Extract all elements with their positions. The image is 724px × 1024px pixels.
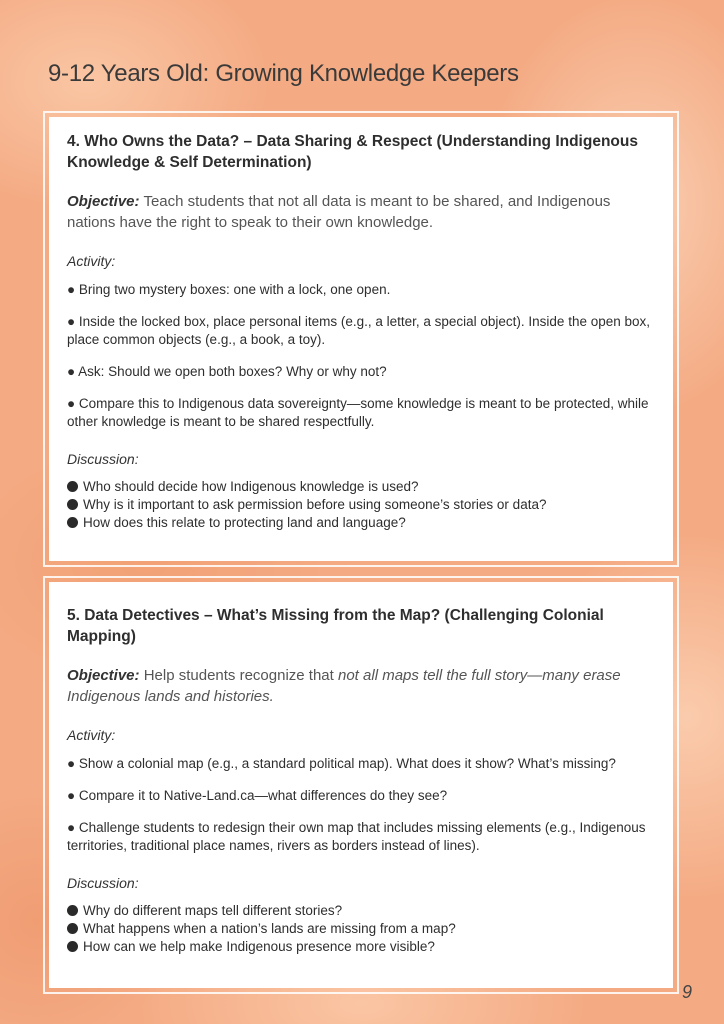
- objective-label: Objective:: [67, 667, 140, 684]
- activity-step: [67, 395, 653, 431]
- objective-label: Objective:: [67, 193, 140, 210]
- activity-label: Activity:: [67, 727, 116, 743]
- discussion-list: [67, 902, 653, 956]
- objective-text: Teach students that not all data is meant to be shared, and Indigenous nations have the right to speak to their own knowledge.: [67, 193, 611, 231]
- activity-step: [67, 281, 653, 299]
- discussion-list: [67, 478, 653, 532]
- activity-step-text: Inside the locked box, place personal items (e.g., a letter, a special object). Inside the open box, place common objects (e.g., a book, a toy).: [67, 314, 651, 347]
- activity-title: 5. Data Detectives – What’s Missing from the Map? (Challenging Colonial Mapping): [67, 607, 604, 645]
- discussion-question: [67, 902, 653, 920]
- objective-emphasis: not all maps tell the full story—many erase Indigenous lands and histories.: [67, 667, 621, 705]
- activity-step-text: Show a colonial map (e.g., a standard political map). What does it show? What’s missing?: [78, 756, 616, 771]
- bullet-dot-icon: [67, 481, 78, 492]
- activity-card-4: [43, 111, 679, 567]
- activity-step-text: Compare this to Indigenous data sovereignty—some knowledge is meant to be protected, while other knowledge is meant to be shared respectfully.: [67, 396, 649, 429]
- bullet-dot-icon: [67, 923, 78, 934]
- bullet-dot-icon: [67, 905, 78, 916]
- discussion-question: [67, 514, 653, 532]
- discussion-question: [67, 920, 653, 938]
- activity-title: 4. Who Owns the Data? – Data Sharing & Respect (Understanding Indigenous Knowledge & Self Determination): [67, 133, 638, 171]
- activity-label: Activity:: [67, 253, 116, 269]
- objective: [67, 666, 653, 707]
- activity-card-5: [43, 576, 679, 994]
- bullet-icon: ●: [67, 820, 76, 835]
- page-number: 9: [681, 982, 692, 1002]
- activity-step-text: Challenge students to redesign their own map that includes missing elements (e.g., Indigenous territories, traditional place names, rivers as borders instead of lines).: [67, 820, 646, 853]
- page-title: 9-12 Years Old: Growing Knowledge Keepers: [48, 60, 519, 87]
- discussion-text: How does this relate to protecting land and language?: [83, 515, 406, 530]
- discussion-label: Discussion:: [67, 451, 139, 467]
- activity-card-body: [49, 582, 673, 988]
- bullet-icon: ●: [67, 756, 76, 771]
- bullet-icon: ●: [67, 364, 76, 379]
- activity-step-text: Ask: Should we open both boxes? Why or why not?: [78, 364, 387, 379]
- discussion-text: Why do different maps tell different stories?: [83, 903, 343, 918]
- discussion-text: How can we help make Indigenous presence more visible?: [83, 939, 435, 954]
- discussion-text: Why is it important to ask permission before using someone’s stories or data?: [83, 497, 547, 512]
- bullet-dot-icon: [67, 517, 78, 528]
- activity-step: [67, 363, 653, 381]
- discussion-question: [67, 496, 653, 514]
- discussion-text: Who should decide how Indigenous knowledge is used?: [83, 479, 419, 494]
- activity-step: [67, 787, 653, 805]
- bullet-icon: ●: [67, 396, 76, 411]
- activity-step-text: Bring two mystery boxes: one with a lock, one open.: [78, 282, 391, 297]
- activity-step: [67, 819, 653, 855]
- bullet-icon: ●: [67, 788, 76, 803]
- activity-step: [67, 755, 653, 773]
- discussion-label: Discussion:: [67, 875, 139, 891]
- bullet-dot-icon: [67, 499, 78, 510]
- activity-card-body: [49, 117, 673, 561]
- activity-step: [67, 313, 653, 349]
- discussion-question: [67, 938, 653, 956]
- objective-text: Help students recognize that: [143, 667, 338, 684]
- objective: [67, 192, 653, 233]
- bullet-icon: ●: [67, 282, 76, 297]
- discussion-question: [67, 478, 653, 496]
- discussion-text: What happens when a nation’s lands are missing from a map?: [83, 921, 456, 936]
- activity-step-text: Compare it to Native-Land.ca—what differences do they see?: [78, 788, 448, 803]
- bullet-dot-icon: [67, 941, 78, 952]
- bullet-icon: ●: [67, 314, 76, 329]
